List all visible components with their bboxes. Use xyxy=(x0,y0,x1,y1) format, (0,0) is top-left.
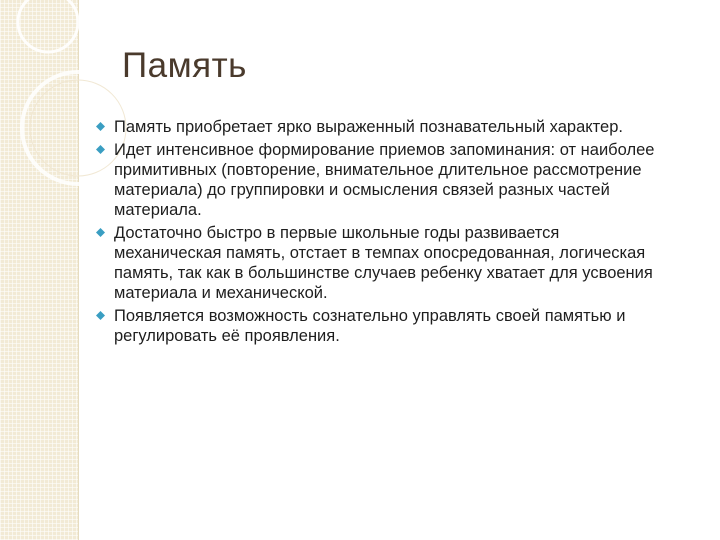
bullet-list xyxy=(96,117,666,349)
bullet-text: Идет интенсивное формирование приемов запоминания: от наиболее примитивных (повторение, внимательное длительное рассмотрение материала) до группировки и осмысления связей разных частей материала. xyxy=(114,141,655,219)
slide-title: Память xyxy=(122,46,247,85)
bullet-item xyxy=(96,306,666,346)
bullet-item xyxy=(96,140,666,220)
bullet-text: Достаточно быстро в первые школьные годы развивается механическая память, отстает в темпах опосредованная, логическая память, так как в большинстве случаев ребенку хватает для усвоения материала и механической. xyxy=(114,224,653,302)
bullet-dot-icon xyxy=(96,228,105,237)
bullet-item xyxy=(96,223,666,303)
bullet-item xyxy=(96,117,666,137)
bullet-text: Появляется возможность сознательно управлять своей памятью и регулировать её проявления. xyxy=(114,307,626,345)
bullet-dot-icon xyxy=(96,311,105,320)
bullet-text: Память приобретает ярко выраженный познавательный характер. xyxy=(114,118,623,136)
bullet-dot-icon xyxy=(96,122,105,131)
bullet-dot-icon xyxy=(96,145,105,154)
